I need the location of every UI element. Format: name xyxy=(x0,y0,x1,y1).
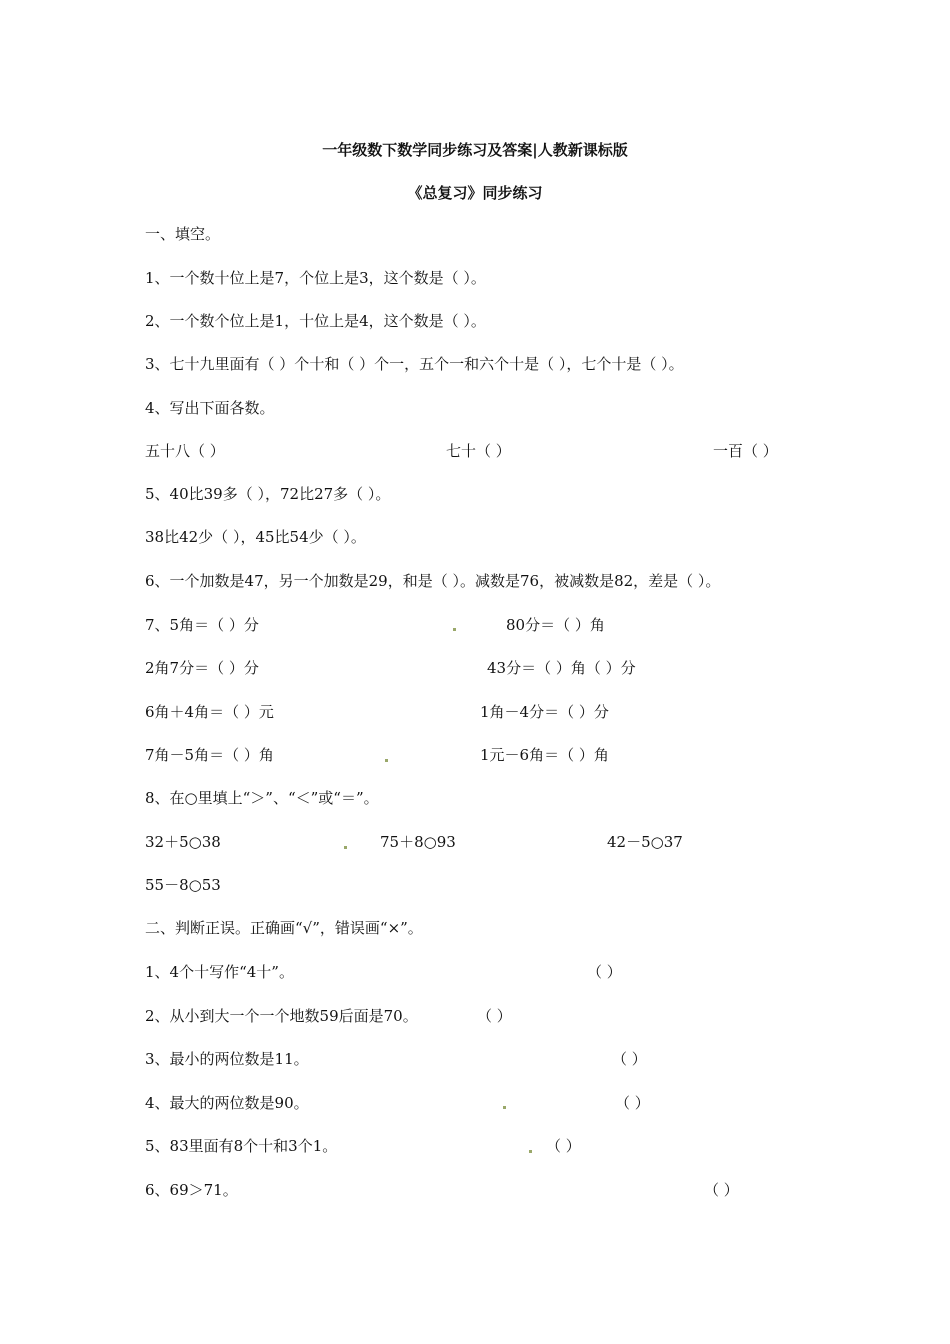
q8-item-2: 75＋8○93 xyxy=(380,833,456,851)
q4-item-70: 七十（ ） xyxy=(446,442,511,460)
q7-row2-left: 2角7分＝（ ）分 xyxy=(145,659,259,677)
q8-item-3: 42－5○37 xyxy=(607,833,683,851)
judge-item-6: 6、69＞71。 xyxy=(145,1181,238,1199)
question-5b: 38比42少（ ），45比54少（ ）。 xyxy=(145,528,366,546)
q4-item-100: 一百（ ） xyxy=(713,442,778,460)
q7-row3-left: 6角＋4角＝（ ）元 xyxy=(145,703,274,721)
judge-paren-3: （ ） xyxy=(612,1050,647,1068)
scan-dot xyxy=(344,846,347,849)
judge-paren-6: （ ） xyxy=(704,1181,739,1199)
q4-item-58: 五十八（ ） xyxy=(145,442,225,460)
q7-row3-right: 1角－4分＝（ ）分 xyxy=(480,703,609,721)
scan-dot xyxy=(503,1106,506,1109)
question-1: 1、一个数十位上是7，个位上是3，这个数是（ ）。 xyxy=(145,269,486,287)
scan-dot xyxy=(529,1150,532,1153)
judge-item-4: 4、最大的两位数是90。 xyxy=(145,1094,309,1112)
q7-row2-right: 43分＝（ ）角（ ）分 xyxy=(487,659,636,677)
section2-heading: 二、判断正误。正确画“√”，错误画“×”。 xyxy=(145,919,423,937)
document-subtitle: 《总复习》同步练习 xyxy=(407,184,543,202)
q7-row1-right: 80分＝（ ）角 xyxy=(506,616,605,634)
judge-item-3: 3、最小的两位数是11。 xyxy=(145,1050,309,1068)
judge-paren-4: （ ） xyxy=(615,1094,650,1112)
section1-heading: 一、填空。 xyxy=(145,225,221,243)
question-2: 2、一个数个位上是1，十位上是4，这个数是（ ）。 xyxy=(145,312,486,330)
question-6: 6、一个加数是47，另一个加数是29，和是（ ）。减数是76，被减数是82，差是（ ）。 xyxy=(145,572,721,590)
question-4: 4、写出下面各数。 xyxy=(145,399,275,417)
judge-item-5: 5、83里面有8个十和3个1。 xyxy=(145,1137,338,1155)
judge-item-2: 2、从小到大一个一个地数59后面是70。 xyxy=(145,1007,418,1025)
question-3: 3、七十九里面有（ ）个十和（ ）个一，五个一和六个十是（ ），七个十是（ ）。 xyxy=(145,355,684,373)
q7-row4-left: 7角－5角＝（ ）角 xyxy=(145,746,274,764)
scan-dot xyxy=(385,759,388,762)
judge-paren-1: （ ） xyxy=(587,963,622,981)
scan-dot xyxy=(453,628,456,631)
judge-paren-5: （ ） xyxy=(546,1137,581,1155)
q7-row1-left: 7、5角＝（ ）分 xyxy=(145,616,259,634)
question-8: 8、在○里填上“＞”、“＜”或“＝”。 xyxy=(145,789,379,807)
judge-item-1: 1、4个十写作“4十”。 xyxy=(145,963,294,981)
question-5a: 5、40比39多（ ），72比27多（ ）。 xyxy=(145,485,391,503)
q8-item-4: 55－8○53 xyxy=(145,876,221,894)
q8-item-1: 32＋5○38 xyxy=(145,833,221,851)
judge-paren-2: （ ） xyxy=(477,1007,512,1025)
q7-row4-right: 1元－6角＝（ ）角 xyxy=(480,746,609,764)
document-title: 一年级数下数学同步练习及答案|人教新课标版 xyxy=(322,141,628,159)
